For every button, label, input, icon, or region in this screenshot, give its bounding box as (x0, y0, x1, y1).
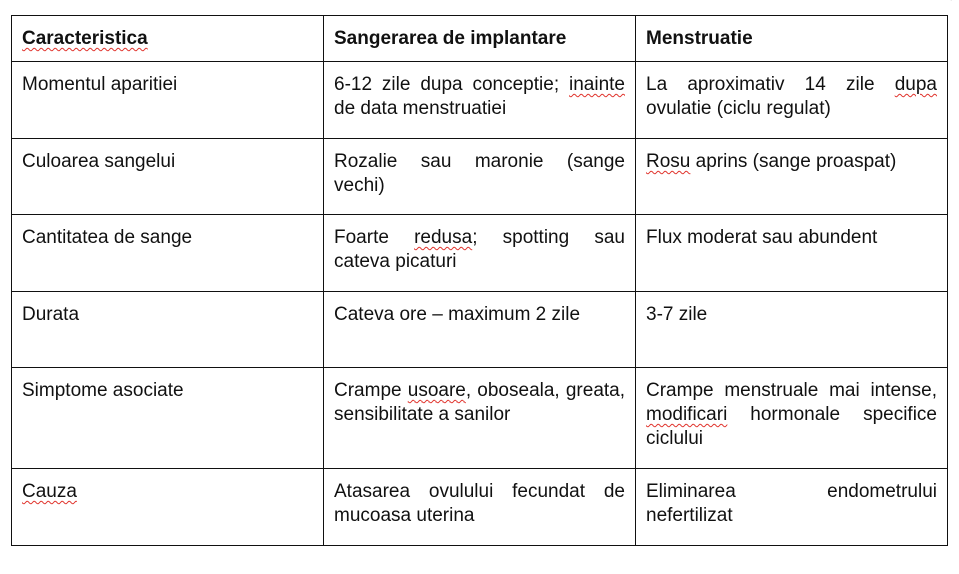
table-row (12, 139, 948, 215)
spellcheck-word: Cauza (22, 481, 77, 502)
menstruation-cell (636, 139, 948, 215)
cell-text: 6-12 zile dupa conceptie; (334, 74, 569, 95)
spellcheck-word: usoare (407, 380, 466, 401)
header-cell-implantation-bleeding: Sangerarea de implantare (324, 16, 636, 62)
row-label-cell (12, 469, 324, 546)
header-cell-menstruation: Menstruatie (636, 16, 948, 62)
implantation-cell (324, 368, 636, 469)
menstruation-cell (636, 368, 948, 469)
cell-text: Crampe (334, 380, 408, 401)
spellcheck-word: modificari (646, 404, 728, 425)
implantation-cell: Atasarea ovulului fecundat de mucoasa uterina (324, 469, 636, 546)
implantation-cell (324, 215, 636, 292)
implantation-cell: Cateva ore – maximum 2 zile (324, 292, 636, 368)
cell-text: , oboseala, greata, sensibilitate a sanilor (334, 380, 626, 425)
cell-text: hormonale specifice ciclului (646, 404, 937, 449)
header-characteristic-text: Caracteristica (22, 28, 148, 49)
table-row (12, 469, 948, 546)
cell-text: La aproximativ 14 zile (646, 74, 895, 95)
cell-text: Crampe menstruale mai intense, (646, 380, 937, 401)
spellcheck-word: inainte (569, 74, 625, 95)
cell-text: aprins (sange proaspat) (690, 151, 897, 172)
row-label-cell: Culoarea sangelui (12, 139, 324, 215)
table-row (12, 368, 948, 469)
page-corner-mark: ˙ (950, 0, 954, 10)
table-row (12, 292, 948, 368)
spellcheck-word: dupa (894, 74, 937, 95)
row-label-cell: Simptome asociate (12, 368, 324, 469)
menstruation-cell: Eliminarea endometrului nefertilizat (636, 469, 948, 546)
cell-text: ; spotting sau cateva picaturi (334, 227, 625, 272)
header-cell-characteristic (12, 16, 324, 62)
menstruation-cell (636, 62, 948, 139)
menstruation-cell: 3-7 zile (636, 292, 948, 368)
menstruation-cell: Flux moderat sau abundent (636, 215, 948, 292)
implantation-cell: Rozalie sau maronie (sange vechi) (324, 139, 636, 215)
cell-text: ovulatie (ciclu regulat) (646, 98, 831, 119)
spellcheck-word: redusa (414, 227, 473, 248)
row-label-cell: Durata (12, 292, 324, 368)
spellcheck-word: Rosu (646, 151, 691, 172)
table-header-row (12, 16, 948, 62)
implantation-cell (324, 62, 636, 139)
row-label-cell: Momentul aparitiei (12, 62, 324, 139)
table-row (12, 62, 948, 139)
row-label-cell: Cantitatea de sange (12, 215, 324, 292)
table-row (12, 215, 948, 292)
cell-text: de data menstruatiei (334, 98, 507, 119)
cell-text: Foarte (334, 227, 415, 248)
comparison-table (11, 15, 948, 546)
